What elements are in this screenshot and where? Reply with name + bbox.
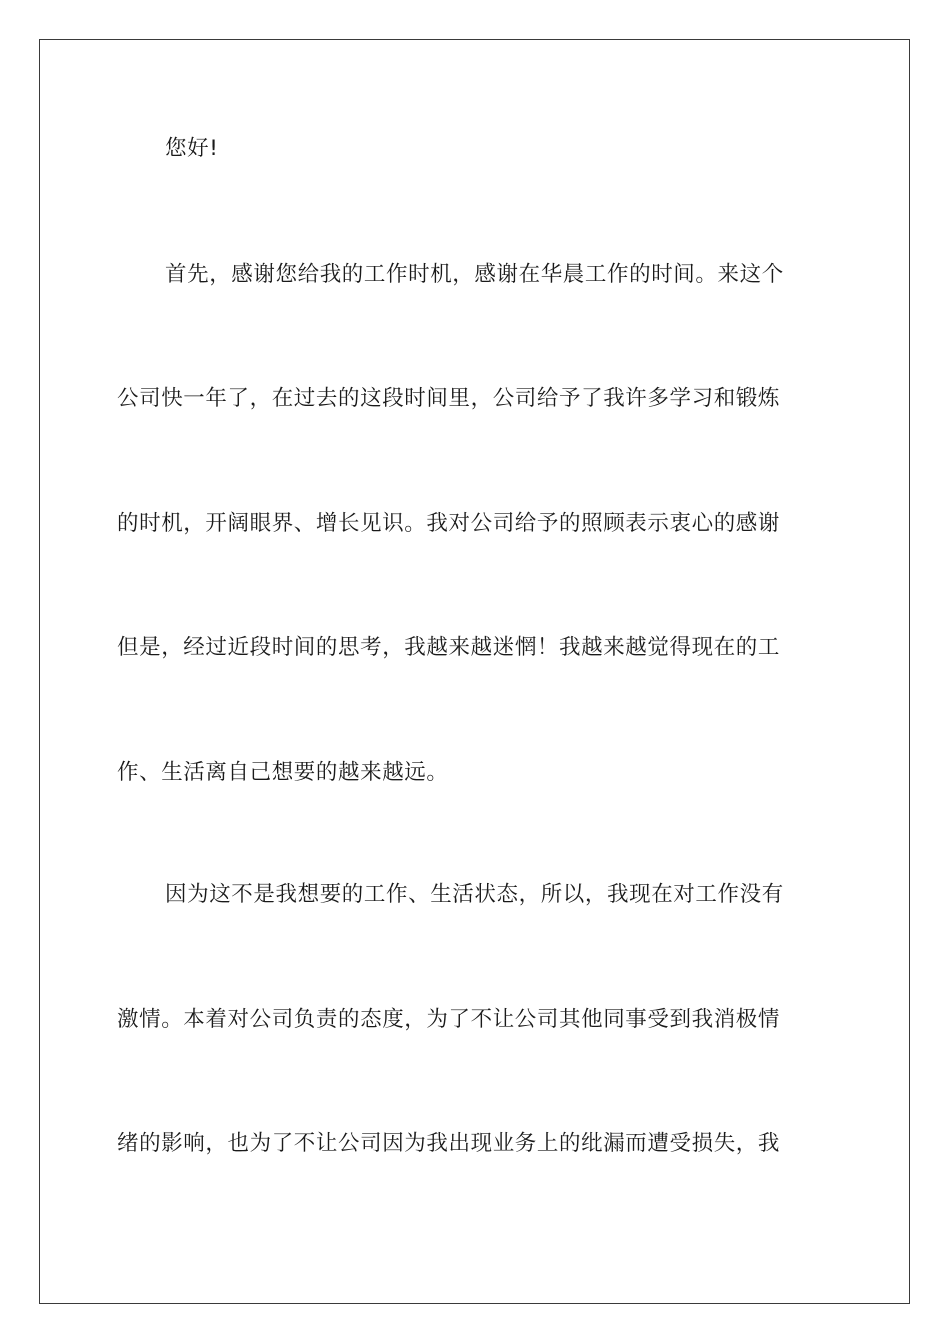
paragraph-1-line-4: 但是，经过近段时间的思考，我越来越迷惘！我越来越觉得现在的工	[117, 635, 781, 660]
paragraph-1-line-5: 作、生活离自己想要的越来越远。	[117, 760, 449, 785]
paragraph-1-line-3: 的时机，开阔眼界、增长见识。我对公司给予的照顾表示衷心的感谢	[117, 511, 781, 536]
page-frame	[39, 39, 910, 1304]
paragraph-1-line-1: 首先，感谢您给我的工作时机，感谢在华晨工作的时间。来这个	[165, 262, 784, 287]
paragraph-2-line-3: 绪的影响，也为了不让公司因为我出现业务上的纰漏而遭受损失，我	[117, 1131, 781, 1156]
paragraph-2-line-1: 因为这不是我想要的工作、生活状态，所以，我现在对工作没有	[165, 882, 784, 907]
greeting-line: 您好!	[165, 136, 219, 161]
paragraph-1-line-2: 公司快一年了，在过去的这段时间里，公司给予了我许多学习和锻炼	[117, 386, 781, 411]
paragraph-2-line-2: 激情。本着对公司负责的态度，为了不让公司其他同事受到我消极情	[117, 1007, 781, 1032]
